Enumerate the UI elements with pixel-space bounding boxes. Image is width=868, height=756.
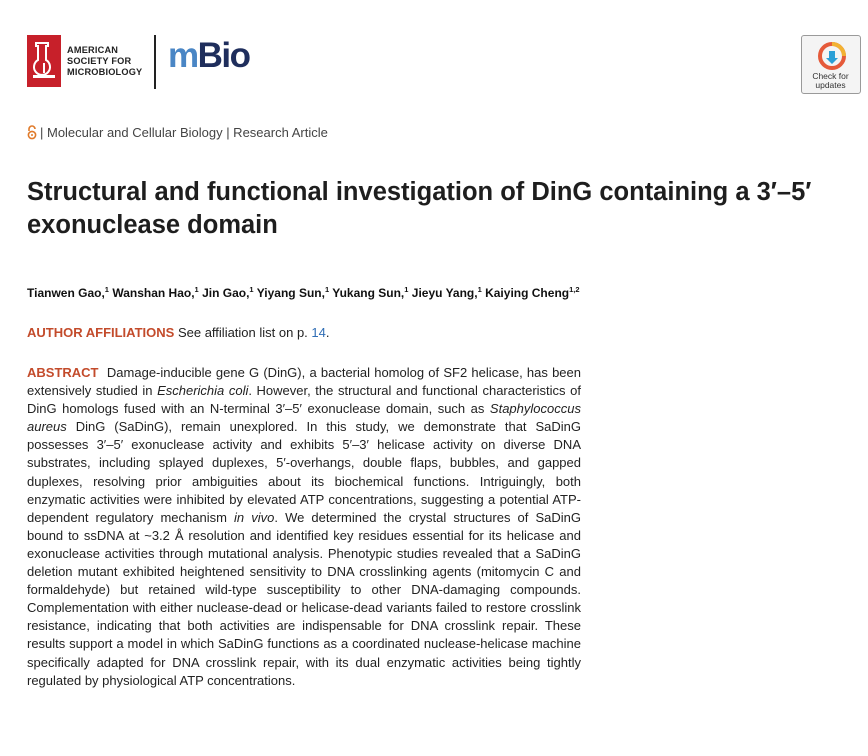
check-updates-label: Check for updates bbox=[812, 71, 849, 90]
author-name[interactable]: Wanshan Hao,$^1$ bbox=[112, 285, 199, 300]
microscope-icon bbox=[27, 35, 61, 87]
category-text: | Molecular and Cellular Biology | Research Article bbox=[40, 125, 328, 140]
affiliations-text: See affiliation list on p. bbox=[177, 325, 308, 340]
article-category bbox=[27, 125, 328, 140]
author-name[interactable]: Kaiying Cheng$^{1,2}$ bbox=[485, 285, 580, 300]
society-name: AMERICAN SOCIETY FOR MICROBIOLOGY bbox=[67, 45, 143, 77]
check-updates-icon bbox=[818, 42, 846, 70]
journal-logo: mBio bbox=[168, 36, 250, 75]
author-affiliations: AUTHOR AFFILIATIONS See affiliation list on p. 14. bbox=[27, 325, 330, 340]
author-name[interactable]: Jin Gao,$^1$ bbox=[202, 285, 254, 300]
asm-logo bbox=[27, 35, 152, 93]
author-name[interactable]: Yiyang Sun,$^1$ bbox=[256, 285, 330, 300]
open-access-icon bbox=[27, 125, 37, 140]
affiliations-heading: AUTHOR AFFILIATIONS bbox=[27, 325, 175, 340]
affiliations-page-link[interactable]: 14 bbox=[311, 325, 326, 340]
check-for-updates-button[interactable] bbox=[801, 35, 861, 94]
logo-divider bbox=[154, 35, 156, 89]
author-name[interactable]: Tianwen Gao,$^1$ bbox=[27, 285, 109, 300]
abstract: ABSTRACT Damage-inducible gene G (DinG), a bacterial homolog of SF2 helicase, has been extensively studied in Escherichia coli. However, the structural and functional characteristics of DinG homologs fused with an N-terminal 3′–5′ exonuclease domain, such as Staphylococcus aureus DinG (SaDinG), remain unexplored. In this study, we demonstrate that SaDinG possesses 3′–5′ exonuclease activity and exhibits 5′–3′ helicase activity on diverse DNA substrates, including splayed duplexes, 5′-overhangs, double flaps, bubbles, and gapped duplexes, resolving prior ambiguities about its biochemical functions. Intriguingly, both enzymatic activities were inhibited by elevated ATP concentrations, suggesting a potential ATP-dependent regulatory mechanism in vivo. We determined the crystal structures of SaDinG bound to ssDNA at ~3.2 Å resolution and identified key residues essential for its helicase and exonuclease activities through mutational analysis. Phenotypic studies revealed that a SaDinG deletion mutant exhibited heightened sensitivity to DNA crosslinking agents (mitomycin C and formaldehyde) but retained wild-type susceptibility to other DNA-damaging compounds. Complementation with either nuclease-dead or helicase-dead variants failed to restore crosslink resistance, indicating that both activities are indispensable for DNA crosslink repair. These results support a model in which SaDinG functions as a coordinated nuclease-helicase machine specifically adapted for DNA crosslink repair, with its dual enzymatic activities being tightly regulated by physiological ATP concentrations. bbox=[27, 365, 581, 688]
author-name[interactable]: Jieyu Yang,$^1$ bbox=[411, 285, 482, 300]
article-title: Structural and functional investigation of DinG containing a 3′–5′ exonuclease domain bbox=[27, 178, 812, 239]
species-name: Escherichia coli bbox=[157, 383, 249, 399]
author-name[interactable]: Yukang Sun,$^1$ bbox=[332, 285, 409, 300]
abstract-heading: ABSTRACT bbox=[27, 365, 99, 380]
in-vivo-term: in vivo bbox=[234, 509, 275, 525]
species-name: Staphylococcus aureus bbox=[27, 401, 581, 435]
author-list bbox=[27, 286, 580, 300]
